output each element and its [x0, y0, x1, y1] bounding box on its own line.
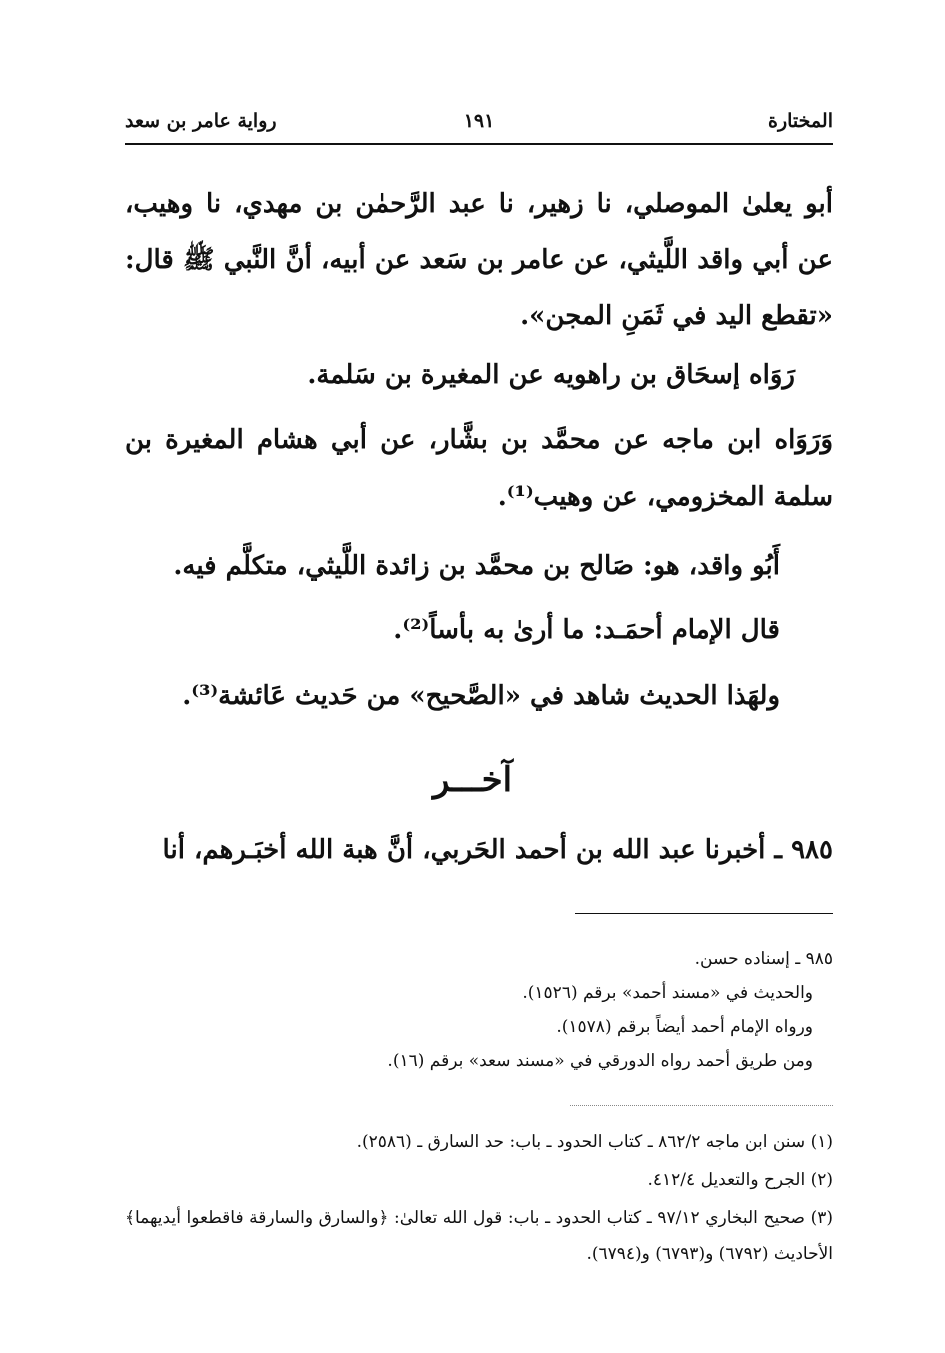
book-title: المختارة: [768, 110, 833, 132]
footnote-line: ومن طريق أحمد رواه الدورقي في «مسند سعد» برقم (١٦).: [387, 1051, 813, 1071]
footnote-line: ورواه الإمام أحمد أيضاً برقم (١٥٧٨).: [556, 1017, 813, 1037]
page-number: ١٩١: [463, 110, 495, 132]
note-2: (٢) الجرح والتعديل ٤١٢/٤.: [647, 1170, 833, 1190]
footnote-line: ٩٨٥ ـ إسناده حسن.: [694, 949, 833, 969]
paragraph-rahwayh: رَوَاه إسحَاق بن راهويه عن المغيرة بن سَلمة.: [307, 360, 795, 390]
paragraph-ahmad: قال الإمام أحمَـد: ما أرىٰ به بأساً⁽²⁾.: [393, 615, 780, 645]
paragraph-isnad: أبو يعلىٰ الموصلي، نا زهير، نا عبد الرَّحمٰن بن مهدي، نا وهيب، عن أبي واقد اللَّيثي، عن عامر بن سَعد عن أبيه، أنَّ النَّبي ﷺ قال: «تقطع اليد في ثَمَنِ المجن».: [125, 189, 833, 331]
chapter-title: رواية عامر بن سعد: [125, 110, 277, 132]
footnote-line: والحديث في «مسند أحمد» برقم (١٥٢٦).: [522, 983, 813, 1003]
footnote-separator: [575, 913, 833, 914]
header-rule: [125, 143, 833, 145]
notes-separator: [570, 1105, 833, 1106]
note-1: (١) سنن ابن ماجه ٨٦٢/٢ ـ كتاب الحدود ـ باب: حد السارق ـ (٢٥٨٦).: [356, 1132, 833, 1152]
paragraph-ibn-majah: وَرَوَاه ابن ماجه عن محمَّد بن بشَّار، عن أبي هشام المغيرة بن سلمة المخزومي، عن وهيب⁽¹⁾.: [125, 425, 833, 512]
paragraph-shahid: ولهَذا الحديث شاهد في «الصَّحيح» من حَديث عَائشة⁽³⁾.: [182, 681, 780, 711]
paragraph-abu-waqid: أَبُو واقد، هو: صَالح بن محمَّد بن زائدة اللَّيثي، متكلَّم فيه.: [173, 551, 780, 581]
note-3: (٣) صحيح البخاري ٩٧/١٢ ـ كتاب الحدود ـ باب: قول الله تعالىٰ: ﴿والسارق والسارقة فاقطعوا أيديهما﴾ الأحاديث (٦٧٩٢) و(٦٧٩٣) و(٦٧٩٤).: [125, 1208, 833, 1264]
section-heading: آخـــر: [432, 760, 513, 800]
hadith-985-start: ٩٨٥ ـ أخبرنا عبد الله بن أحمد الحَربي، أنَّ هبة الله أخبَـرهم، أنا: [162, 835, 833, 865]
running-header: [125, 110, 833, 144]
